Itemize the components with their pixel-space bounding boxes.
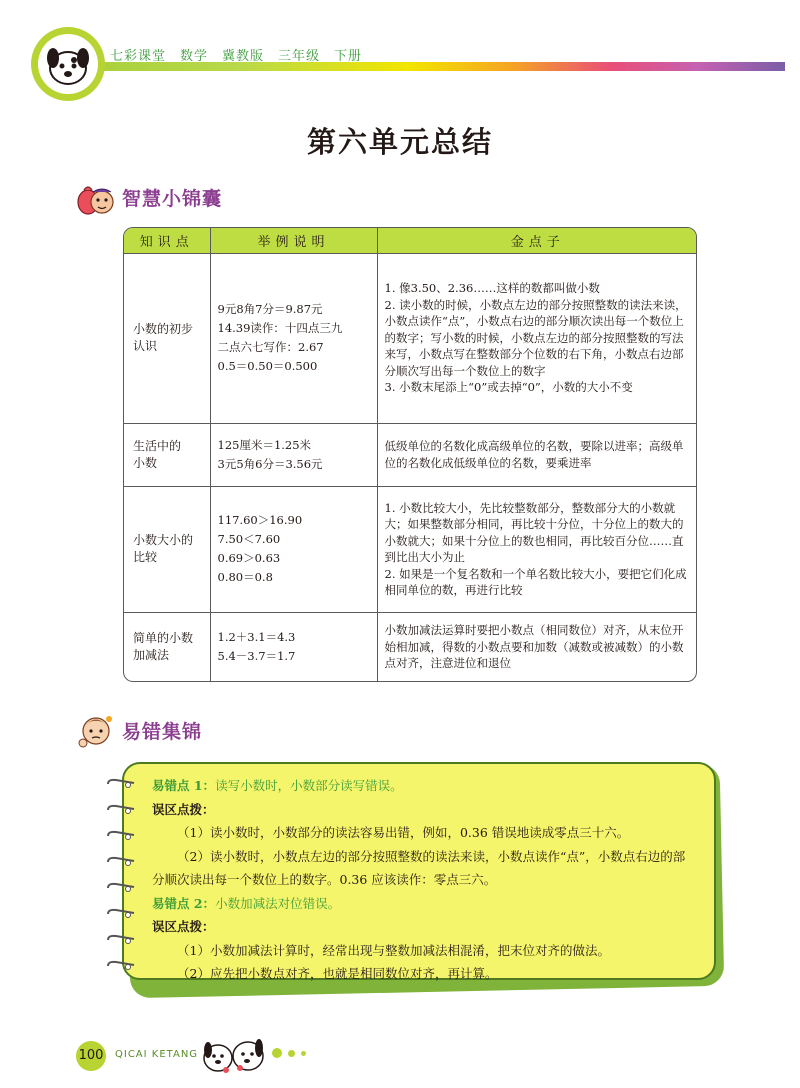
- thinking-boy-icon: [76, 711, 116, 749]
- tips-cell: [377, 612, 697, 681]
- section-heading-wisdom: [76, 178, 222, 216]
- example-line: 7.50＜7.60: [217, 532, 281, 546]
- examples-cell: [210, 612, 377, 681]
- topic-line: 比较: [133, 550, 158, 564]
- spiral-ring-icon: [106, 882, 136, 894]
- section-heading-mistakes: [76, 711, 202, 749]
- tip-line: 小数加减法运算时要把小数点（相同数位）对齐，从末位开始相加减，得数的小数点要和加数（减数或被减数）的小数点对齐，注意进位和退位: [384, 623, 684, 670]
- mistakes-card: [122, 762, 716, 980]
- mistake-text-2: 小数加减法对位错误。: [215, 895, 341, 911]
- spiral-ring-icon: [106, 934, 136, 946]
- examples-cell: [210, 423, 377, 486]
- table-row: [124, 423, 697, 486]
- table-row: [124, 253, 697, 423]
- mistake-point-1: [152, 774, 694, 798]
- section-title-wisdom: 智慧小锦囊: [122, 187, 223, 210]
- series-title: 七彩课堂 数学 冀教版 三年级 下册: [110, 49, 363, 64]
- tip-line: 低级单位的名数化成高级单位的名数，要除以进率；高级单位的名数化成低级单位的名数，要乘进率: [384, 439, 684, 470]
- page-title: 第六单元总结: [306, 125, 493, 159]
- section-title-mistakes: 易错集锦: [122, 720, 203, 743]
- spiral-ring-icon: [106, 960, 136, 972]
- topic-line: 小数的初步: [133, 322, 194, 336]
- tip-line: 2. 读小数的时候，小数点左边的部分按照整数的读法来读，小数点读作“点”，小数点右边的部分顺次读出每一个数位上的数字；写小数的时候，小数点左边的部分按照整数的写法来写，小数点写在整数部分个位数的右下角，小数点右边部分顺次写出每一个数位上的数字: [384, 297, 687, 378]
- example-line: 9元8角7分＝9.87元: [217, 302, 323, 316]
- tip-label-2: 误区点拨：: [152, 919, 215, 934]
- knowledge-table: [123, 227, 697, 682]
- spiral-ring-icon: [106, 804, 136, 816]
- mistake-label-2: 易错点 2：: [152, 895, 216, 911]
- topic-cell: [124, 612, 210, 681]
- example-line: 1.2＋3.1＝4.3: [217, 629, 296, 644]
- money-bag-icon: [76, 178, 116, 216]
- topic-line: 加减法: [133, 647, 170, 662]
- tip-line: 3. 小数末尾添上“0”或去掉“0”，小数的大小不变: [384, 380, 633, 395]
- table-row: [124, 486, 697, 612]
- header-tips: 金点子: [377, 228, 697, 253]
- tips-cell: [377, 486, 697, 612]
- table-row: [124, 612, 697, 681]
- tip-2a: （1）小数加减法计算时，经常出现与整数加减法相混淆，把末位对齐的做法。: [177, 942, 610, 958]
- mistake-label-1: 易错点 1：: [152, 778, 216, 793]
- tip-1b: （2）读小数时，小数点左边的部分按照整数的读法来读，小数点读作“点”，小数点右边的部分顺次读出每一个数位上的数字。0.36 应该读作：零点三六。: [152, 848, 686, 887]
- page-number: 100: [76, 1041, 106, 1071]
- tip-line: 1. 像3.50、2.36……这样的数都叫做小数: [384, 281, 600, 296]
- topic-line: 生活中的: [133, 438, 182, 453]
- examples-cell: [210, 486, 377, 612]
- spiral-ring-icon: [106, 908, 136, 920]
- example-line: 0.80＝0.8: [217, 570, 273, 584]
- mistake-text-1: 读写小数时，小数部分读写错误。: [215, 778, 403, 793]
- header-examples: 举例说明: [210, 228, 377, 253]
- tips-cell: [377, 253, 697, 423]
- tips-cell: [377, 423, 697, 486]
- footer-dots: [272, 1048, 306, 1058]
- tip-2b: （2）应先把小数点对齐，也就是相同数位对齐，再计算。: [177, 966, 498, 981]
- tip-1a: （1）读小数时，小数部分的读法容易出错，例如，0.36 错误地读成零点三十六。: [177, 825, 630, 840]
- topic-line: 小数: [133, 455, 158, 470]
- spiral-ring-icon: [106, 778, 136, 790]
- topic-cell: [124, 486, 210, 612]
- example-line: 125厘米＝1.25米: [217, 437, 312, 452]
- example-line: 二点六七写作：2.67: [217, 340, 324, 354]
- example-line: 0.69＞0.63: [217, 551, 281, 565]
- example-line: 3元5角6分＝3.56元: [217, 456, 323, 471]
- example-line: 0.5＝0.50＝0.500: [217, 359, 318, 373]
- spiral-ring-icon: [106, 830, 136, 842]
- tip-label-1: 误区点拨：: [152, 801, 215, 817]
- topic-cell: [124, 423, 210, 486]
- example-line: 5.4－3.7＝1.7: [217, 648, 296, 663]
- spiral-ring-icon: [106, 856, 136, 868]
- dalmatian-dogs-icon: [196, 1028, 276, 1076]
- example-line: 117.60＞16.90: [217, 513, 303, 527]
- dog-mascot-icon: [28, 24, 108, 104]
- footer-brand: QICAI KETANG: [115, 1049, 199, 1060]
- examples-cell: [210, 253, 377, 423]
- topic-cell: [124, 253, 210, 423]
- topic-line: 简单的小数: [133, 630, 194, 645]
- example-line: 14.39读作：十四点三九: [217, 321, 343, 335]
- tip-line: 1. 小数比较大小，先比较整数部分，整数部分大的小数就大；如果整数部分相同，再比较十分位，十分位上的数大的小数就大；如果十分位上的数也相同，再比较百分位……直到比出大小为止: [384, 500, 684, 564]
- header-topic: 知识点: [124, 228, 210, 253]
- tip-line: 2. 如果是一个复名数和一个单名数比较大小，要把它们化成相同单位的数，再进行比较: [384, 566, 687, 597]
- mistake-point-2: [152, 892, 694, 916]
- topic-line: 认识: [133, 339, 158, 353]
- table-header-row: [124, 228, 697, 253]
- topic-line: 小数大小的: [133, 533, 194, 547]
